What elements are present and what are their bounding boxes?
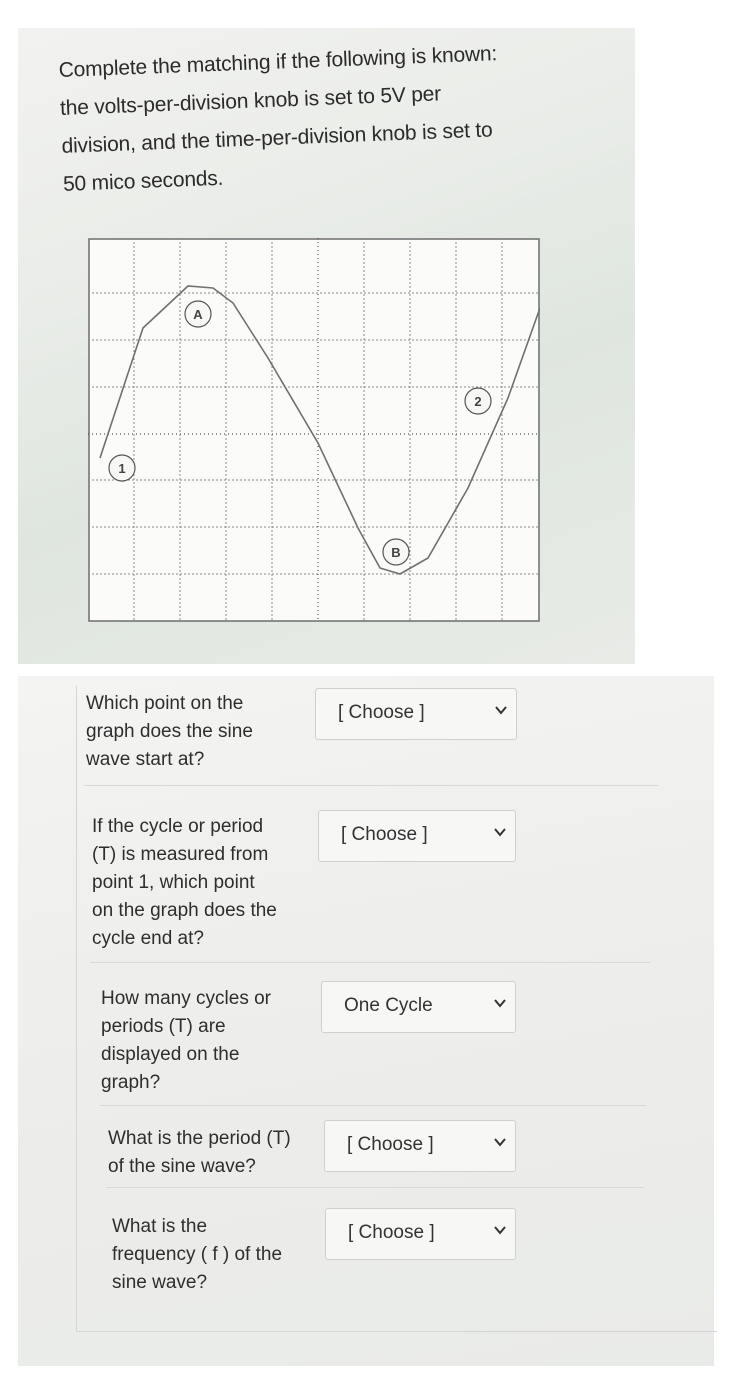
point-1-marker <box>109 455 135 481</box>
oscilloscope-graph <box>88 238 540 622</box>
chevron-down-icon <box>493 1223 507 1237</box>
question-instructions: Complete the matching if the following is known: the volts-per-division knob is set to 5V per division, and the time-per-division knob is set to 50 mico seconds. <box>58 42 498 196</box>
question-divider <box>90 962 650 963</box>
point-b-marker <box>383 539 409 565</box>
svg-text:A: A <box>193 307 203 322</box>
question-5-selected-value: [ Choose ] <box>348 1222 435 1243</box>
question-5-prompt: What is the frequency ( f ) of the sine wave? <box>112 1216 283 1293</box>
question-divider <box>106 1187 644 1188</box>
question-4-prompt: What is the period (T) of the sine wave? <box>108 1128 291 1177</box>
question-3-prompt: How many cycles or periods (T) are displayed on the graph? <box>101 988 271 1093</box>
point-a-marker <box>185 301 211 327</box>
question-3-select[interactable] <box>321 981 516 1033</box>
svg-text:B: B <box>391 545 401 560</box>
question-1-selected-value: [ Choose ] <box>338 702 425 723</box>
svg-text:1: 1 <box>118 461 126 476</box>
question-2-prompt: If the cycle or period (T) is measured from point 1, which point on the graph does the cycle end at? <box>92 816 277 949</box>
question-divider <box>84 785 658 786</box>
chevron-down-icon <box>493 1135 507 1149</box>
question-4-selected-value: [ Choose ] <box>347 1134 434 1155</box>
question-1-prompt: Which point on the graph does the sine wave start at? <box>86 693 253 770</box>
point-2-marker <box>465 388 491 414</box>
question-divider <box>100 1105 646 1106</box>
svg-text:2: 2 <box>474 394 482 409</box>
question-1-select[interactable] <box>315 688 517 740</box>
question-2-selected-value: [ Choose ] <box>341 824 428 845</box>
question-4-select[interactable] <box>324 1120 516 1172</box>
question-5-select[interactable] <box>325 1208 516 1260</box>
question-3-selected-value: One Cycle <box>344 995 433 1016</box>
chevron-down-icon <box>493 996 507 1010</box>
graph-frame <box>89 239 539 621</box>
chevron-down-icon <box>494 703 508 717</box>
question-2-select[interactable] <box>318 810 516 862</box>
chevron-down-icon <box>493 825 507 839</box>
